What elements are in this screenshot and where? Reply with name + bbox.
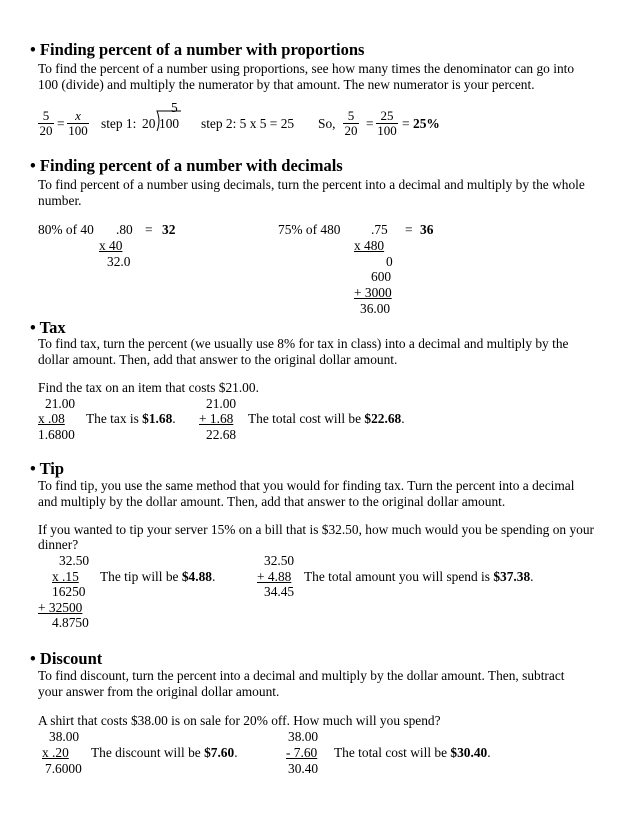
discount-calc1-top: 38.00 bbox=[49, 729, 80, 744]
tip-calc1-multiplier: x .15 bbox=[52, 569, 79, 584]
tip-para-line1: To find tip, you use the same method that you would for finding tax. Turn the percent into a decimal bbox=[38, 478, 575, 493]
proportions-heading: • Finding percent of a number with proportions bbox=[30, 40, 365, 59]
decimals-para-line2: number. bbox=[38, 193, 82, 208]
tip-calc1-result: 4.8750 bbox=[52, 615, 89, 630]
example2-result: 36.00 bbox=[360, 301, 391, 316]
so-label: So, bbox=[318, 116, 336, 131]
tip-calc2-result: 34.45 bbox=[264, 584, 295, 599]
fraction-x-100: $\frac{x}{100}$ bbox=[68, 108, 88, 138]
tax-para-line1: To find tax, turn the percent (we usually use 8% for tax in class) into a decimal and multiply by the bbox=[38, 336, 569, 351]
tip-answer: The tip will be $4.88. bbox=[100, 569, 216, 584]
example1-equals: = bbox=[145, 222, 153, 237]
tip-question-line2: dinner? bbox=[38, 537, 79, 552]
example1-top: .80 bbox=[116, 222, 133, 237]
proportions-para-line2: 100 (divide) and multiply the numerator by that amount. The new numerator is your percent. bbox=[38, 77, 535, 92]
tax-answer: The tax is $1.68. bbox=[86, 411, 176, 426]
step1-quotient: 5 bbox=[171, 100, 178, 115]
equals-sign-2: = bbox=[366, 116, 374, 131]
tax-heading: • Tax bbox=[30, 318, 66, 337]
step1-divisor: 20 bbox=[142, 116, 156, 131]
example2-partial1: 0 bbox=[386, 254, 393, 269]
discount-calc2-result: 30.40 bbox=[288, 761, 319, 776]
fraction-5-20: $\frac{5}{20}$ bbox=[39, 108, 53, 138]
example1-answer: 32 bbox=[162, 222, 176, 237]
decimals-heading: • Finding percent of a number with decimals bbox=[30, 156, 343, 175]
example2-answer: 36 bbox=[420, 222, 434, 237]
step1-dividend: 100 bbox=[159, 116, 180, 131]
tax-calc2-addend: + 1.68 bbox=[199, 411, 234, 426]
proportions-para-line1: To find the percent of a number using proportions, see how many times the denominator can go into bbox=[38, 61, 575, 76]
tip-calc1-partial2: + 32500 bbox=[38, 600, 83, 615]
fraction-25-100: $\frac{25}{100}$ bbox=[377, 108, 397, 138]
tax-para-line2: dollar amount. Then, add that answer to the original dollar amount. bbox=[38, 352, 398, 367]
tip-calc2-addend: + 4.88 bbox=[257, 569, 292, 584]
example2-multiplier: x 480 bbox=[354, 238, 385, 253]
example2-partial2: 600 bbox=[371, 269, 392, 284]
discount-calc2-subtrahend: - 7.60 bbox=[286, 745, 318, 760]
step1-label: step 1: bbox=[101, 116, 137, 131]
discount-answer: The discount will be $7.60. bbox=[91, 745, 238, 760]
fraction-5-20-result: $\frac{5}{20}$ bbox=[344, 108, 358, 138]
example2-equals: = bbox=[405, 222, 413, 237]
result-percent: 25% bbox=[413, 116, 440, 131]
example2-partial3: + 3000 bbox=[354, 285, 392, 300]
tax-calc1-result: 1.6800 bbox=[38, 427, 75, 442]
tax-calc1-multiplier: x .08 bbox=[38, 411, 65, 426]
decimals-para-line1: To find percent of a number using decimals, turn the percent into a decimal and multiply by the whole bbox=[38, 177, 585, 192]
tip-calc1-top: 32.50 bbox=[59, 553, 90, 568]
example2-top: .75 bbox=[371, 222, 388, 237]
discount-heading: • Discount bbox=[30, 649, 103, 668]
tax-calc2-result: 22.68 bbox=[206, 427, 237, 442]
tax-calc2-top: 21.00 bbox=[206, 396, 237, 411]
example1-result: 32.0 bbox=[107, 254, 131, 269]
discount-para-line2: your answer from the original dollar amount. bbox=[38, 684, 280, 699]
tip-question-line1: If you wanted to tip your server 15% on a bill that is $32.50, how much would you be spending on your bbox=[38, 522, 594, 537]
tip-total: The total amount you will spend is $37.38. bbox=[304, 569, 534, 584]
tax-question: Find the tax on an item that costs $21.00. bbox=[38, 380, 259, 395]
step2-text: step 2: 5 x 5 = 25 bbox=[201, 116, 295, 131]
tax-calc1-top: 21.00 bbox=[45, 396, 76, 411]
discount-para-line1: To find discount, turn the percent into a decimal and multiply by the dollar amount. Then, subtract bbox=[38, 668, 565, 683]
discount-question: A shirt that costs $38.00 is on sale for 20% off. How much will you spend? bbox=[38, 713, 441, 728]
discount-calc1-result: 7.6000 bbox=[45, 761, 82, 776]
example1-label: 80% of 40 bbox=[38, 222, 94, 237]
example2-label: 75% of 480 bbox=[278, 222, 341, 237]
result-equals: = bbox=[402, 116, 410, 131]
equals-sign: = bbox=[57, 116, 65, 131]
tip-calc2-top: 32.50 bbox=[264, 553, 295, 568]
discount-total: The total cost will be $30.40. bbox=[334, 745, 491, 760]
discount-calc2-top: 38.00 bbox=[288, 729, 319, 744]
tip-para-line2: and multiply by the dollar amount. Then, add that answer to the original dollar amount. bbox=[38, 494, 506, 509]
tax-total: The total cost will be $22.68. bbox=[248, 411, 405, 426]
example1-multiplier: x 40 bbox=[99, 238, 123, 253]
tip-heading: • Tip bbox=[30, 459, 65, 478]
discount-calc1-multiplier: x .20 bbox=[42, 745, 69, 760]
tip-calc1-partial1: 16250 bbox=[52, 584, 86, 599]
